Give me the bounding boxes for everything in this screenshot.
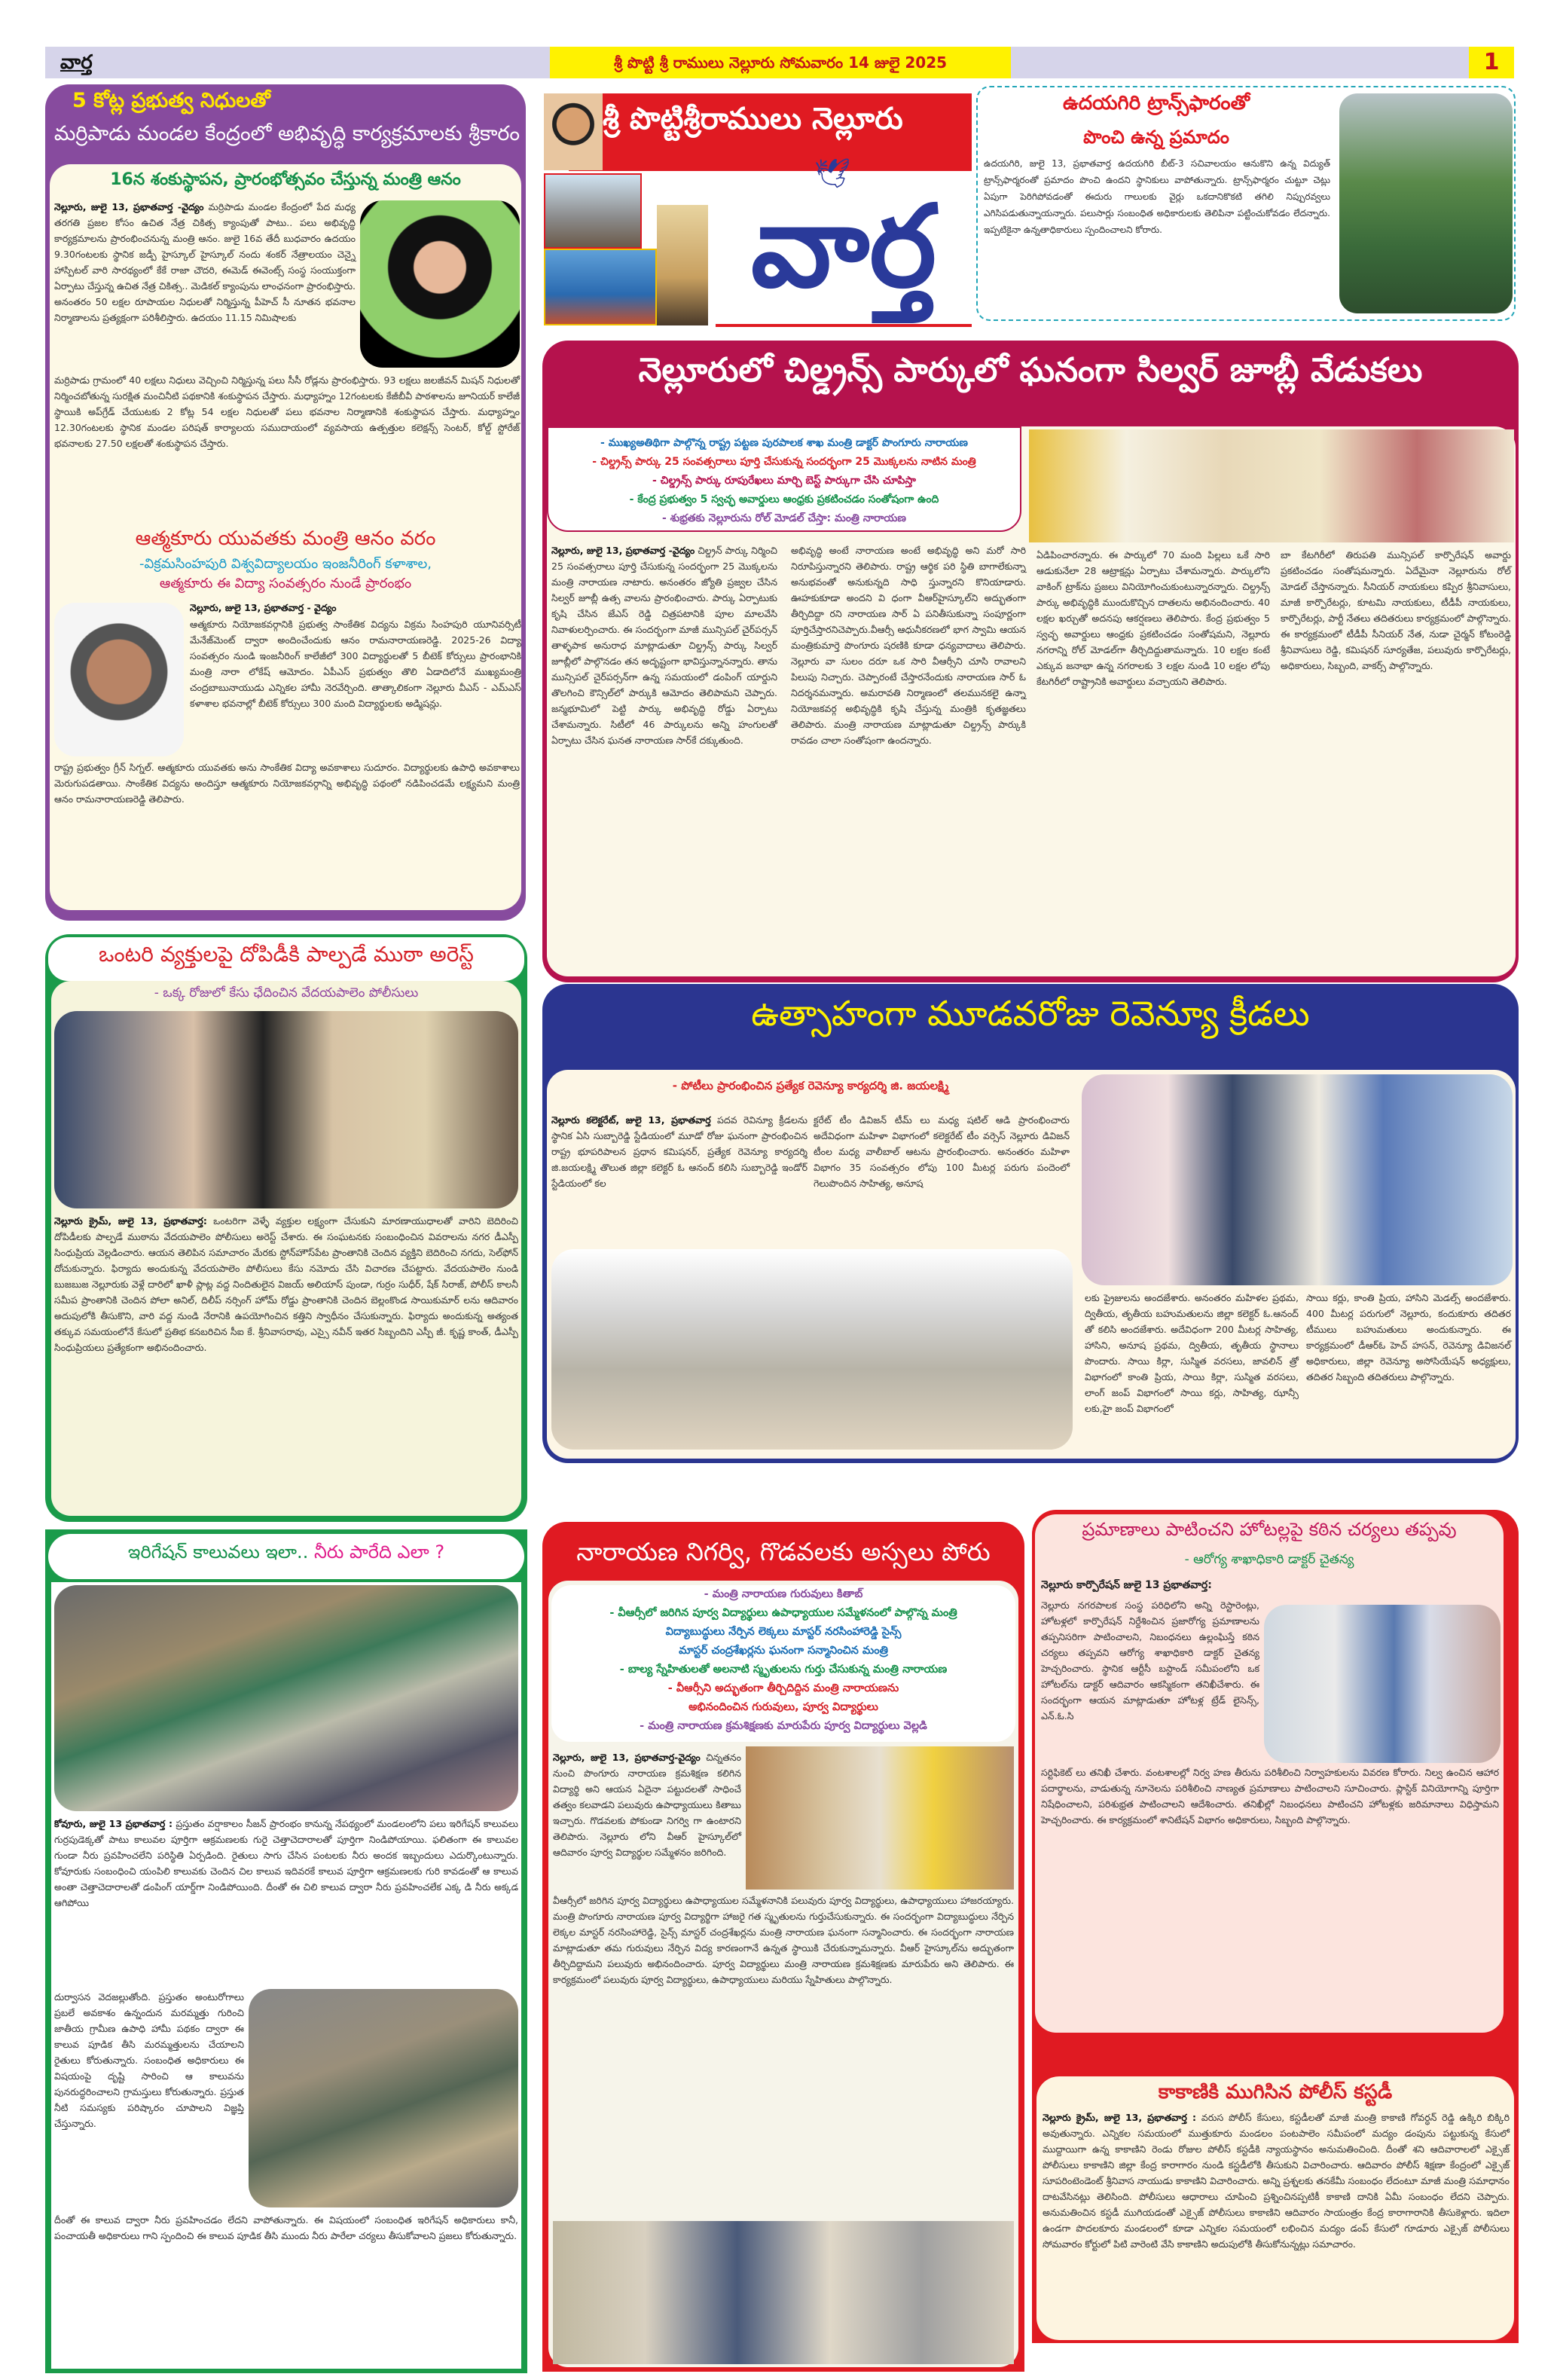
silver-jubilee-headline: నెల్లూరులో చిల్డ్రన్స్ పార్కులో ఘనంగా సిల్వర్ జూబ్లీ వేడుకలు	[638, 351, 1423, 390]
page-bottom-margin	[1032, 2343, 1519, 2373]
bullet: - మంత్రి నారాయణ గురువులు కితాబ్	[704, 1588, 863, 1600]
silver-jubilee-dateline: నెల్లూరు, జులై 13, ప్రభాతవార్త -వైద్యం	[551, 545, 695, 556]
irrigation-canal-photo-2	[249, 1989, 518, 2207]
silver-jubilee-col-3: ఏడిపించారన్నారు. ఈ పార్కులో 70 మంది పిల్లలు ఒకే సారి ఆడుకునేలా 28 ఆట్రాక్షన్లు ఏర్పాటు చేశామన్నారు. పార్కులోని వాకింగ్ ట్రాక్‌ను ప్రజలు వినియోగించుకుంటున్నారన్నారు. చిల్డ్రన్స్ పార్కు అభివృద్ధికి ముందుకొచ్చిన దాతలను అభినందించారు. 40 లక్షల ఖర్చుతో అదనపు ఆకర్షణలు తెలిపారు. కేంద్ర ప్రభుత్వం 5 స్వచ్ఛ అవార్డులు ఆంధ్రకు ప్రకటించడం సంతోషమని, నెల్లూరు నగరాన్ని రోల్ మోడల్‌గా తీర్చిదిద్దుతామన్నారు. 10 లక్షల కంటే ఎక్కువ జనాభా ఉన్న నగరాలకు 3 లక్షల నుండి 10 లక్షల లోపు కేటగిరీలో రాష్ట్రానికి అవార్డులు వచ్చాయని తెలిపారు.	[1036, 549, 1270, 687]
bullet: అభినందించిన గురువులు, పూర్వ విద్యార్థులు	[688, 1701, 878, 1713]
revenue-sports-col-3: లకు ప్రైజులను అందజేశారు. అనంతరం మహిళల ప్రథమ, ద్వితీయ, తృతీయ బహుమతులను జిల్లా కలెక్టర్ ఓ.ఆనంద్ తో కలిసి అందజేశారు. అదేవిధంగా 200 మీటర్ల సాహిత్య, హాసిని, అనూష ప్రథమ, ద్వితీయ, తృతీయ స్థానాలు పొందారు. సాయి కిర్లా, సుస్మిత వరసలు, జావలిన్ త్రో విభాగంలో కాంతి ప్రియ, సాయి కిర్లా, సుస్మిత వరసలు, లాంగ్ జంప్ విభాగంలో సాయి కర్లు, సాహిత్య, ఝాన్సీ లకు,హై జంప్ విభాగంలో	[1085, 1292, 1299, 1414]
minister-anam-photo	[360, 200, 520, 368]
marripadu-body-1: నెల్లూరు, జులై 13, ప్రభాతవార్త -వైద్యం మర్రిపాడు మండల కేంద్రంలో పేద మధ్య తరగతి ప్రజల కోసం ఉచిత నేత్ర చికిత్స క్యాంపుతో పాటు.. పలు అభివృద్ధి కార్యక్రమాలను ప్రారంభించనున్న మంత్రి ఆనం. జులై 16వ తేదీ బుధవారం ఉదయం 9.30గంటలకు స్థానిక జడ్పీ హైస్కూల్ హైస్కూల్ నందు శంకర్ నేత్రాలయం చెన్నై హాస్పిటల్ వారి సారథ్యంలో కేకే రాజా చౌదరి, ఈమెడ్ ఈవెంట్స్ సంస్థ సంయుక్తంగా ఏర్పాటు చేస్తున్న ఉచిత నేత్ర చికిత్స.. మెడికల్ క్యాంపును లాంఛనంగా ప్రారంభిస్తారు. అనంతరం 50 లక్షల రూపాయల నిధులతో నిర్మిస్తున్న పీహెచ్ సీ నూతన భవనాల నిర్మాణాలను ప్రత్యక్షంగా పరిశీలిస్తారు. ఉదయం 11.15 నిమిషాలకు	[54, 201, 356, 323]
silver-jubilee-photo	[1029, 429, 1514, 542]
bullet: - చిల్డ్రన్స్ పార్కు రూపురేఖలు మార్చి బెస్ట్ పార్కుగా చేసి చూపిస్తా	[652, 475, 916, 487]
bullet: - చిల్డ్రన్స్ పార్కు 25 సంవత్సరాలు పూర్తి చేసుకున్న సందర్భంగా 25 మొక్కలను నాటిన మంత్రి	[592, 456, 976, 468]
irrigation-body-2: దుర్వాసన వెదజల్లుతోంది. ప్రస్తుతం అంటురోగాలు ప్రబలే అవకాశం ఉన్నందున మరమ్మత్తు గురించి జాతీయ గ్రామీణ ఉపాధి హామీ పథకం ద్వారా ఈ కాలువ పూడిక తీసి మరమ్మత్తులను చేయాలని రైతులు కోరుతున్నారు. సంబంధిత అధికారులు ఈ విషయంపై దృష్టి సారించి ఆ కాలువను పునరుద్ధరించాలని గ్రామస్తులు కోరుతున్నారు. ప్రస్తుత నీటి సమస్యకు పరిష్కారం చూపాలని విజ్ఞప్తి చేస్తున్నారు.	[54, 1991, 244, 2129]
irrigation-body-1: కోవూరు, జులై 13 ప్రభాతవార్త : ప్రస్తుతం వర్షాకాలం సీజన్ ప్రారంభం కానున్న నేపథ్యంలో మండలంలోని పలు ఇరిగేషన్ కాలువలు గుర్రపుడెక్కతో పాటు కాలువల పూర్తిగా ఆక్రమణలకు గురై చెత్తాచెదారాలతో పూర్తిగా నిండిపోయాయి. ఫలితంగా ఈ కాలువల గుండా నీరు ప్రవహించలేని పరిస్థితి ఏర్పడింది. రైతులు సాగు చేసిన పంటలకు నీరు అందక ఇబ్బందులు ఎదుర్కొంటున్నారు. కోవూరుకు సంబంధించి యంపిలి కాలువకు చెందిన చిల కాలువ ఇదివరకే కాలువ పూర్తిగా ఆక్రమణలకు గురి కావడంతో ఆ కాలువ అంతా చెత్తాచెదారాలతో డంపింగ్ యార్డ్‌గా నిండిపోయింది. దీంతో ఈ చిలి కాలువ ద్వారా నీరు ప్రవహించలేక ఎక్క డి నీరు అక్కడ ఆగిపోయి	[54, 1818, 518, 1908]
irrigation-canal-photo-1	[54, 1585, 518, 1811]
irrigation-dateline: కోవూరు, జులై 13 ప్రభాతవార్త :	[54, 1818, 173, 1829]
masthead-portrait	[544, 93, 603, 170]
marripadu-dateline: నెల్లూరు, జులై 13, ప్రభాతవార్త -వైద్యం	[54, 201, 204, 212]
marripadu-subhead: 16న శంకుస్థాపన, ప్రారంభోత్సవం చేస్తున్న మంత్రి ఆనం	[110, 170, 461, 189]
bullet: మాస్టర్ చంద్రశేఖర్లను ఘనంగా సన్మానించిన మంత్రి	[679, 1645, 888, 1657]
crime-subhead: - ఒక్క రోజులో కేసు ఛేదించిన వేదయపాలెం పోలీసులు	[154, 985, 419, 1001]
masthead-temple-image	[657, 205, 708, 325]
hotels-headline: ప్రమాణాలు పాటించని హోటల్లపై కఠిన చర్యలు తప్పవు	[1082, 1519, 1457, 1540]
revenue-sports-col-1: నెల్లూరు కలెక్టరేట్, జులై 13, ప్రభాతవార్త పదవ రెవిన్యూ క్రీడలను స్థానిక ఏసి సుబ్బారెడ్డి స్టేడియంలో మూడో రోజు ఘనంగా ప్రారంభించిన రాష్ట్ర భూపరిపాలన ప్రధాన కమిషనర్, ప్రత్యేక రెవెన్యూ కార్యదర్శి జి.జయలక్ష్మి తొలుత జిల్లా కలెక్టర్ ఓ ఆనంద్ కలిసి సుబ్బారెడ్డి ఇండోర్ స్టేడియంలో కల	[551, 1114, 808, 1189]
silver-jubilee-bullets	[547, 426, 1021, 532]
revenue-sports-field-photo	[551, 1249, 1073, 1450]
revenue-sports-col-4: సాయి కర్లు, కాంతి ప్రియ, హాసిని మెడల్స్ అందజేశారు. 400 మీటర్ల పరుగులో నెల్లూరు, కందుకూరు తదితర టీములు బహుమతులు అందుకున్నారు. ఈ కార్యక్రమంలో డీఆర్ఓ హెచ్ హసన్, రెవెన్యూ డివిజనల్ అధికారులు, జిల్లా రెవెన్యూ అసోసియేషన్ అధ్యక్షులు, తదితర సిబ్బంది తదితరులు పాల్గొన్నారు.	[1306, 1292, 1511, 1382]
crime-dateline: నెల్లూరు క్రైమ్, జులై 13, ప్రభాతవార్త:	[54, 1215, 207, 1227]
crime-body: నెల్లూరు క్రైమ్, జులై 13, ప్రభాతవార్త: ఒంటరిగా వెళ్ళే వ్యక్తుల లక్ష్యంగా చేసుకుని మారణాయుధాలతో వారిని బెదిరించి దోపిడీలకు పాల్పడే ముఠాను వేదయపాలెం పోలీసులు అరెస్ట్ చేశారు. ఈ సంఘటనకు సంబంధించిన వివరాలను నగర డీఎస్పీ సింధుప్రియ వెల్లడించారు. ఆయన తెలిపిన సమాచారం మేరకు స్టోన్‌హౌస్‌పేట ప్రాంతానికి చెందిన వ్యక్తిని బెదిరించి నగదు, సెల్‌ఫోన్ దోచుకున్నారు. ఫిర్యాదు అందుకున్న వేదయపాలెం పోలీసులు కేసు నమోదు చేసి విచారణ చేపట్టారు. వేదయపాలెం నుండి బుజబుజ నెల్లూరుకు వెళ్లే దారిలో ఖాళీ ప్లాట్ల వద్ద నిందితులైన విజయ్ అలియాస్ పుండా, గుర్రం సుధీర్, షేక్ సిరాజ్, పోలీస్ కాలనీ సమీప ప్రాంతానికి చెందిన పోలా అనిల్, దిలీప్ నర్సింగ్ హోమ్ రోడ్డు ప్రాంతానికి చెందిన బెల్లంకొండ సాయికుమార్ లను ఆదివారం అదుపులోకి తీసుకొని, వారి వద్ద నుండి నేరానికి ఉపయోగించిన కత్తిని స్వాధీనం చేసుకున్నారు. ఫిర్యాదు అందుకున్న అత్యంత తక్కువ సమయంలోనే కేసులో ప్రతిభ కనబరిచిన సీఐ కే. శ్రీనివాసరావు, ఎస్సై నవీన్ ఇతర సిబ్బందిని ఎస్పీ జీ. కృష్ణ కాంత్, డీఎస్పీ సింధుప్రియలు ప్రత్యేకంగా అభినందించారు.	[54, 1215, 518, 1353]
transformer-headline-1: ఉదయగిరి ట్రాన్స్‌ఫారంతో	[1063, 92, 1250, 115]
masthead-title: శ్రీ పొట్టిశ్రీరాములు నెల్లూరు	[603, 102, 903, 136]
bullet: - శుభ్రతకు నెల్లూరును రోల్ మోడల్ చేస్తా: మంత్రి నారాయణ	[662, 512, 906, 524]
revenue-sports-col-2: క్టరేట్ టీం డివిజన్ టీమ్ లు మధ్య షటిల్ ఆడి ప్రారంభించారు అదేవిధంగా మహిళా విభాగంలో కలెక్టరేట్ టీం వర్సెస్ నెల్లూరు డివిజన్ టీంల మధ్య వాలీబాల్ ఆటను ప్రారంభించారు. అనంతరం మహిళా విభాగం 35 సంవత్సరం లోపు 100 మీటర్ల పరుగు పందెంలో గెలుపొందిన సాహిత్య, అనూష	[814, 1114, 1070, 1189]
crime-headline: ఒంటరి వ్యక్తులపై దోపిడీకి పాల్పడే ముఠా అరెస్ట్	[99, 942, 474, 967]
atmakur-body-2: రాష్ట్ర ప్రభుత్వం గ్రీన్ సిగ్నల్. ఆత్మకూరు యువతకు అను సాంకేతిక విద్యా అవకాశాలు సుదూరం. విద్యార్థులకు ఉపాధి అవకాశాలు మెరుగుపడతాయి. సాంకేతిక విద్యను అందిస్తూ ఆత్మకూరు నియోజకవర్గాన్ని అభివృద్ధి పథంలో నడిపించడమే లక్ష్యమని మంత్రి ఆనం రామనారాయణరెడ్డి తెలిపారు.	[54, 762, 520, 805]
atmakur-body-1: ఆత్మకూరు నియోజకవర్గానికి ప్రభుత్వ సాంకేతిక విద్యను విక్రమ సింహపురి యూనివర్సిటీ మేనేజ్‌మెంట్ ద్వారా అందించేందుకు ఆనం రామనారాయణరెడ్డి. 2025-26 విద్యా సంవత్సరం నుండి ఇంజనీరింగ్ కాలేజీలో 300 విద్యార్థులతో 5 బీటెక్ కోర్సులు ప్రారంభానికి మంత్రి నారా లోకేష్ ఆమోదం. ఏపీఎస్ ప్రభుత్వం తొలి ఏడాదిలోనే ముఖ్యమంత్రి చంద్రబాబునాయుడు ఎన్నికల హామీ నెరవేర్చింది. తాత్కాలికంగా నెల్లూరు వీఎస్ - ఎమ్‌ఎస్ కళాశాల భవనాల్లో బీటెక్ కోర్సులు 300 మంది విద్యార్థులకు అడ్మిషన్లు.	[190, 619, 521, 709]
hotels-inspection-photo	[1264, 1605, 1501, 1763]
page-number: 1	[1469, 47, 1514, 78]
kakani-dateline: నెల్లూరు క్రైమ్, జులై 13, ప్రభాతవార్త :	[1043, 2112, 1196, 2123]
bullet: - ముఖ్యఅతిథిగా పాల్గొన్న రాష్ట్ర పట్టణ పురపాలక శాఖ మంత్రి డాక్టర్ పొంగూరు నారాయణ	[600, 437, 968, 449]
atmakur-subhead-2: -విక్రమసింహపురి విశ్వవిద్యాలయం ఇంజనీరింగ్ కళాశాల,	[139, 556, 432, 572]
atmakur-photo	[54, 603, 184, 756]
silver-jubilee-col-4: బా కేటగిరీలో తిరుపతి మున్సిపల్ కార్పొరేషన్ అవార్డు ప్రకటించడం సంతోషమన్నారు. ఏదేమైనా నెల్లూరును రోల్ మోడల్ చేస్తానన్నారు. సీనియర్ నాయకులు కప్పిర శ్రీనివాసులు, మాజీ కార్పొరేటర్లు, కూటమి నాయకులు, టీడీపీ నాయకులు, కార్పొరేటర్లు, పార్టీ నేతలు తదితరులు కార్యక్రమంలో పాల్గొన్నారు. ఈ కార్యక్రమంలో టీడీపీ సీనియర్ నేత, నుడా చైర్మన్ కోటంరెడ్డి శ్రీనివాసులు రెడ్డి, కమిషనర్ సూర్యతేజ, పలువురు కార్పొరేటర్లు, అధికారులు, సిబ్బంది, వాకర్స్ పాల్గొన్నారు.	[1281, 549, 1511, 671]
atmakur-dateline: నెల్లూరు, జులై 13, ప్రభాతవార్త - వైద్యం	[190, 602, 337, 613]
bullet: - మంత్రి నారాయణ క్రమశిక్షణకు మారుపేరు పూర్వ విద్యార్థులు వెల్లడి	[640, 1720, 927, 1732]
transformer-headline-2: పొంచి ఉన్న ప్రమాదం	[1083, 127, 1229, 148]
bullet: - వీఆర్సీలో జరిగిన పూర్వ విద్యార్థులు ఉపాధ్యాయుల సమ్మేళనంలో పాల్గొన్న మంత్రి	[609, 1607, 957, 1619]
marripadu-headline: మర్రిపాడు మండల కేంద్రంలో అభివృద్ధి కార్యక్రమాలకు శ్రీకారం	[53, 122, 521, 145]
revenue-sports-subhead: - పోటీలు ప్రారంభించిన ప్రత్యేక రెవెన్యూ కార్యదర్శి జి. జయలక్ష్మి	[672, 1079, 949, 1092]
masthead-bridge-image	[544, 173, 642, 249]
silver-jubilee-col-1: నెల్లూరు, జులై 13, ప్రభాతవార్త -వైద్యం చిల్డ్రన్ పార్కు నిర్మించి 25 సంవత్సరాలు పూర్తి చేసుకున్న సందర్భంగా 25 మొక్కలను మంత్రి నారాయణ నాటారు. అనంతరం జ్యోతి ప్రజ్వల చేసిన సిల్వర్ జూబ్లీ ఉత్స వాలను ప్రారంభించారు. పార్కు ఏర్పాటుకు కృషి చేసిన జేఎస్ రెడ్డి చిత్రపటానికి పూల మాలవేసి నివాళులర్పించారు. ఈ సందర్భంగా మాజీ మున్సిపల్ చైర్‌పర్సన్ తాళ్ళపాక అనురాధ మాట్లాడుతూ చిల్డ్రన్స్ పార్కు సిల్వర్ జూబ్లీలో పాల్గొనడం తన అదృష్టంగా భావిస్తున్నానన్నారు. తాను మున్సిపల్ చైర్‌పర్సన్‌గా ఉన్న సమయంలో డంపింగ్ యార్డుని తొలగించి కౌన్సిల్‌లో పార్కుకి ఆమోదం తెలిపామని చెప్పారు. జన్మభూమిలో పెట్టి పార్కు అభివృద్ధి రోడ్డు ఏర్పాటు చేశామన్నారు. సిటీలో 46 పార్కులను అన్ని హంగులతో ఏర్పాటు చేసిన ఘనత నారాయణ సార్‌కే దక్కుతుంది.	[551, 545, 777, 746]
revenue-sports-podium-photo	[1082, 1074, 1513, 1285]
transformer-photo	[1339, 93, 1513, 313]
irrigation-body-3: దీంతో ఈ కాలువ ద్వారా నీరు ప్రవహించడం లేదని వాపోతున్నారు. ఈ విషయంలో సంబంధిత ఇరిగేషన్ అధికారులు కానీ, పంచాయతీ అధికారులు గాని స్పందించి ఈ కాలువ పూడిక తీసి ముందు నీరు పారేలా చర్యలు తీసుకోవాలని ప్రజలు కోరుతున్నారు.	[54, 2214, 518, 2241]
narayana-group-photo	[553, 2221, 1014, 2364]
hotels-dateline: నెల్లూరు కార్పొరేషన్ జులై 13 ప్రభాతవార్త:	[1041, 1579, 1212, 1591]
masthead-underline	[716, 324, 972, 327]
atmakur-subhead: ఆత్మకూరు యువతకు మంత్రి ఆనం వరం	[135, 527, 436, 550]
bullet: విద్యాబుద్ధులు నేర్పిన లెక్కలు మాస్టర్ నరసింహారెడ్డి సైన్స్	[665, 1626, 902, 1638]
revenue-sports-dateline: నెల్లూరు కలెక్టరేట్, జులై 13, ప్రభాతవార్త	[551, 1114, 711, 1126]
irrigation-headline: ఇరిగేషన్ కాలువలు ఇలా.. నీరు పారేది ఎలా ?	[127, 1541, 445, 1563]
bullet: - వీఆర్సీని అద్భుతంగా తీర్చిదిద్దిన మంత్రి నారాయణను	[667, 1682, 899, 1694]
narayana-headline: నారాయణ నిగర్వి, గొడవలకు అస్సలు పోరు	[576, 1537, 991, 1566]
kakani-body: నెల్లూరు క్రైమ్, జులై 13, ప్రభాతవార్త : వరుస పోలీస్ కేసులు, కస్టడీలతో మాజీ మంత్రి కాకాణి గోవర్ధన్ రెడ్డి ఉక్కిరి బిక్కిరి అవుతున్నారు. ఎన్నికల సమయంలో ముత్తుకూరు మండలం పంటపాలెం సమీపంలో మద్యం డంపును పట్టుకున్న కేసులో ముద్దాయిగా ఉన్న కాకాణిని రెండు రోజుల పోలీస్ కస్టడీకి న్యాయస్థానం అనుమతించింది. దీంతో శని ఆదివారాలలో ఎక్సైజ్ పోలీసులు కాకాణిని జిల్లా కేంద్ర కారాగారం నుండి కస్టడీలోకి తీసుకుని విచారించారు. ఆదివారం పోలీస్ శిక్షణా కేంద్రంలో ఎక్సైజ్ సూపరింటెండెంట్ శ్రీనివాస నాయుడు కాకాణిని విచారించారు. అన్ని ప్రశ్నలకు తనకేమీ సంబంధం లేదంటూ మాజీ మంత్రి సమాధానం దాటవేసినట్లు తెలిసింది. పోలీసులు ఆధారాలు చూపించి ప్రశ్నించినప్పటికీ కాకాణి దానికి ఏమీ సంబంధం లేదని చెప్పారు. అనుమతించిన కస్టడీ ముగియడంతో ఎక్సైజ్ పోలీసులు కాకాణిని ఆదివారం సాయంత్రం కేంద్ర కారాగారానికి తీసుకెళ్లారు. ఇదిలా ఉండగా పొదలకూరు మండలంలో కూడా ఎన్నికల సమయంలో లభించిన మద్యం డంప్ కేసులో గూడూరు ఎక్సైజ్ పోలీసులు సోమవారం కోర్టులో పిటి వారెంటి వేసి కాకాణిని అదుపులోకి తీసుకోనున్నట్లు సమాచారం.	[1043, 2112, 1510, 2250]
date-line: శ్రీ పొట్టి శ్రీ రాములు నెల్లూరు సోమవారం 14 జులై 2025	[550, 47, 1011, 78]
narayana-bullets	[551, 1585, 1015, 1742]
bullet: - బాల్య స్నేహితులతో అలనాటి స్మృతులను గుర్తు చేసుకున్న మంత్రి నారాయణ	[619, 1664, 948, 1676]
narayana-felicitation-photo	[746, 1746, 1014, 1890]
bullet: - కేంద్ర ప్రభుత్వం 5 స్వచ్ఛ అవార్డులు ఆంధ్రకు ప్రకటించడం సంతోషంగా ఉంది	[629, 493, 939, 506]
crime-arrest-photo	[54, 1011, 518, 1208]
atmakur-subhead-3: ఆత్మకూరు ఈ విద్యా సంవత్సరం నుండే ప్రారంభం	[159, 576, 412, 591]
revenue-sports-headline: ఉత్సాహంగా మూడవరోజు రెవెన్యూ క్రీడలు	[751, 993, 1310, 1034]
marripadu-body-2: మర్రిపాడు గ్రామంలో 40 లక్షలు నిధులు వెచ్చించి నిర్మిస్తున్న పలు సీసీ రోడ్లను ప్రారంభిస్తారు. 93 లక్షలు జలజీవన్ మిషన్ నిధులతో నిర్మించబోతున్న సురక్షిత మంచినీటి పథకానికి శంకుస్థాపన చేస్తారు. మధ్యాహ్నం 12గంటలకు కేజీబీవీ పాఠశాలను జూనియర్ కాలేజీ స్థాయికి అప్‌గ్రేడ్ చేయుటకు 2 కోట్ల 54 లక్షల నిధులతో పలు భవనాల నిర్మాణానికి శంకుస్థాపన చేస్తారు. మధ్యాహ్నం 12.30గంటలకు స్థానిక మండల పరిషత్ కార్యాలయ సముదాయంలో వ్యవసాయ ఉత్పత్తుల కలెక్షన్స్ సెంటర్, కోల్డ్ స్టోరేజ్ భవనాలకు 27.50 లక్షలతో శంకుస్థాపన చేస్తారు.	[54, 374, 520, 449]
marripadu-kicker: 5 కోట్ల ప్రభుత్వ నిధులతో	[72, 89, 270, 112]
hotels-subhead: - ఆరోగ్య శాఖాధికారి డాక్టర్ చైతన్య	[1184, 1552, 1354, 1567]
strip-logo: వార్త	[60, 51, 93, 74]
transformer-body: ఉదయగిరి, జులై 13, ప్రభాతవార్త ఉదయగిరి బీట్-3 సచివాలయం ఆనుకొని ఉన్న విద్యుత్ ట్రాన్స్‌ఫార్మరంతో ప్రమాదం పొంచి ఉందని స్థానికులు వాపోతున్నారు. ట్రాన్స్‌ఫార్మరం చుట్టూ చెట్లు ఏపుగా పెరిగిపోవడంతో ఈదురు గాలులకు వైర్లు ఒకదానికొకటి తగిలి నిప్పురవ్వలు ఎగిసిపడుతున్నాయన్నారు. పలుసార్లు సంబంధిత అధికారులకు తెలిపినా పట్టించుకోవడం లేదన్నారు. ఇప్పటికైనా ఉన్నతాధికారులు స్పందించాలని కోరారు.	[984, 158, 1330, 235]
hotels-body-1: నెల్లూరు నగరపాలక సంస్థ పరిధిలోని అన్ని రెస్టారెంట్లు, హోటళ్లలో కార్పొరేషన్ నిర్దేశించిన ప్రజారోగ్య ప్రమాణాలను తప్పనిసరిగా పాటించాలని, నిబంధనలు ఉల్లంఘిస్తే కఠిన చర్యలు తప్పవని ఆరోగ్య శాఖాధికారి డాక్టర్ చైతన్య హెచ్చరించారు. స్థానిక ఆర్టీసీ బస్టాండ్ సమీపంలోని ఒక హోటల్‌ను డాక్టర్ ఆదివారం ఆకస్మికంగా తనిఖీచేశారు. ఈ సందర్భంగా ఆయన మాట్లాడుతూ హోటళ్ల ట్రేడ్ లైసెన్స్, ఎన్.ఓ.సి	[1041, 1599, 1259, 1722]
silver-jubilee-col-2: అభివృద్ధి అంటే నారాయణ అంటే అభివృద్ధి అని మరో సారి నిరూపిస్తున్నారని తెలిపారు. రాష్ట్ర ఆర్థిక పరి స్థితి బాగాలేకున్నా అనుభవంతో అనుకున్నది సాధి స్తున్నారని కొనియాడారు. ఊహకుకూడా అందని వి ధంగా వీఆర్‌హైస్కూల్‌ని అద్భుతంగా తీర్చిదిద్దా రని నారాయణ సార్ ఏ పనితీసుకున్నా సంపూర్ణంగా పూర్తిచేస్తారనిచెప్పారు.వీఆర్సీ ఆధునీకరణలో భాగ స్వామి ఆయన మంత్రికుమార్తె పొంగూరు షరణికి కూడా ధన్యవాదాలు తెలిపారు. నెల్లూరు వా సులం దరూ ఒక సారి వీఆర్సీని చూసి రావాలని పిలుపు నిచ్చారు. చెప్పారంటే చేస్తారనేందుకు నారాయణ సార్ ఓ నిదర్శనమన్నారు. అమరావతి నిర్మాణంలో తలమునకలై ఉన్నా నియోజకవర్గ అభివృద్ధికి కృషి చేస్తున్న మంత్రికి కృతజ్ఞతలు తెలిపారు. మంత్రి నారాయణ మాట్లాడుతూ చిల్డ్రన్స్ పార్కుకి రావడం చాలా సంతోషంగా ఉందన్నారు.	[791, 545, 1026, 746]
narayana-dateline: నెల్లూరు, జులై 13, ప్రభాతవార్త-వైద్యం	[553, 1752, 701, 1763]
dove-icon: 🕊	[814, 157, 851, 190]
masthead-logo: వార్త	[750, 182, 937, 313]
hotels-body-2: సర్టిఫికెట్ లు తనిఖీ చేశారు. వంటశాలల్లో నిర్వ హణ తీరును పరిశీలించి నిర్వాహకులను వివరణ కోరారు. నిల్వ ఉంచిన ఆహార పదార్థాలను, వాడుతున్న నూనెలను పరిశీలించి నాణ్యత ప్రమాణాలు పాటించాలని సూచించారు. ప్లాస్టిక్ వినియోగాన్ని పూర్తిగా నిషేధించాలని, పరిశుభ్రత పాటించాలని ఆదేశించారు. తనిఖీల్లో నిబంధనలు పాటించని హోటళ్లకు జరిమానాలు విధిస్తామని హెచ్చరించారు. ఈ కార్యక్రమంలో శానిటేషన్ విభాగం అధికారులు, సిబ్బంది పాల్గొన్నారు.	[1041, 1767, 1499, 1825]
narayana-body-1: నెల్లూరు, జులై 13, ప్రభాతవార్త-వైద్యం చిన్నతనం నుంచి పొంగూరు నారాయణ క్రమశిక్షణ కలిగిన విద్యార్థి అని ఆయన ఏదైనా పట్టుదలతో సాధించే తత్వం కలవాడని పలువురు ఉపాధ్యాయులు కితాబు ఇచ్చారు. గొడవలకు పోకుండా నిగర్వి గా ఉంటారని తెలిపారు. నెల్లూరు లోని వీఆర్ హైస్కూల్‌లో ఆదివారం పూర్వ విద్యార్థుల సమ్మేళనం జరిగింది.	[553, 1752, 741, 1858]
narayana-body-2: వీఆర్సీలో జరిగిన పూర్వ విద్యార్థులు ఉపాధ్యాయుల సమ్మేళనానికి పలువురు పూర్వ విద్యార్థులు, ఉపాధ్యాయులు హాజరయ్యారు. మంత్రి పొంగూరు నారాయణ పూర్వ విద్యార్థిగా హాజరై గత స్మృతులను గుర్తుచేసుకున్నారు. ఈ సందర్భంగా విద్యాబుద్ధులు నేర్పిన లెక్కల మాస్టర్ నరసింహారెడ్డి, సైన్స్ మాస్టర్ చంద్రశేఖర్లను మంత్రి నారాయణ ఘనంగా సన్మానించారు. ఈ సందర్భంగా నారాయణ మాట్లాడుతూ తమ గురువులు నేర్పిన విద్య కారణంగానే ఉన్నత స్థాయికి చేరుకున్నామన్నారు. వీఆర్ హైస్కూల్‌ను అద్భుతంగా తీర్చిదిద్దామని పలువురు అభినందించారు. పూర్వ విద్యార్థులు మంత్రి నారాయణ క్రమశిక్షణకు మారుపేరు అని తెలిపారు. ఈ కార్యక్రమంలో పలువురు పూర్వ విద్యార్థులు, ఉపాధ్యాయులు మరియు స్నేహితులు పాల్గొన్నారు.	[553, 1895, 1014, 1985]
masthead-port-image	[544, 249, 657, 325]
kakani-headline: కాకాణికి ముగిసిన పోలీస్ కస్టడీ	[1158, 2081, 1393, 2104]
